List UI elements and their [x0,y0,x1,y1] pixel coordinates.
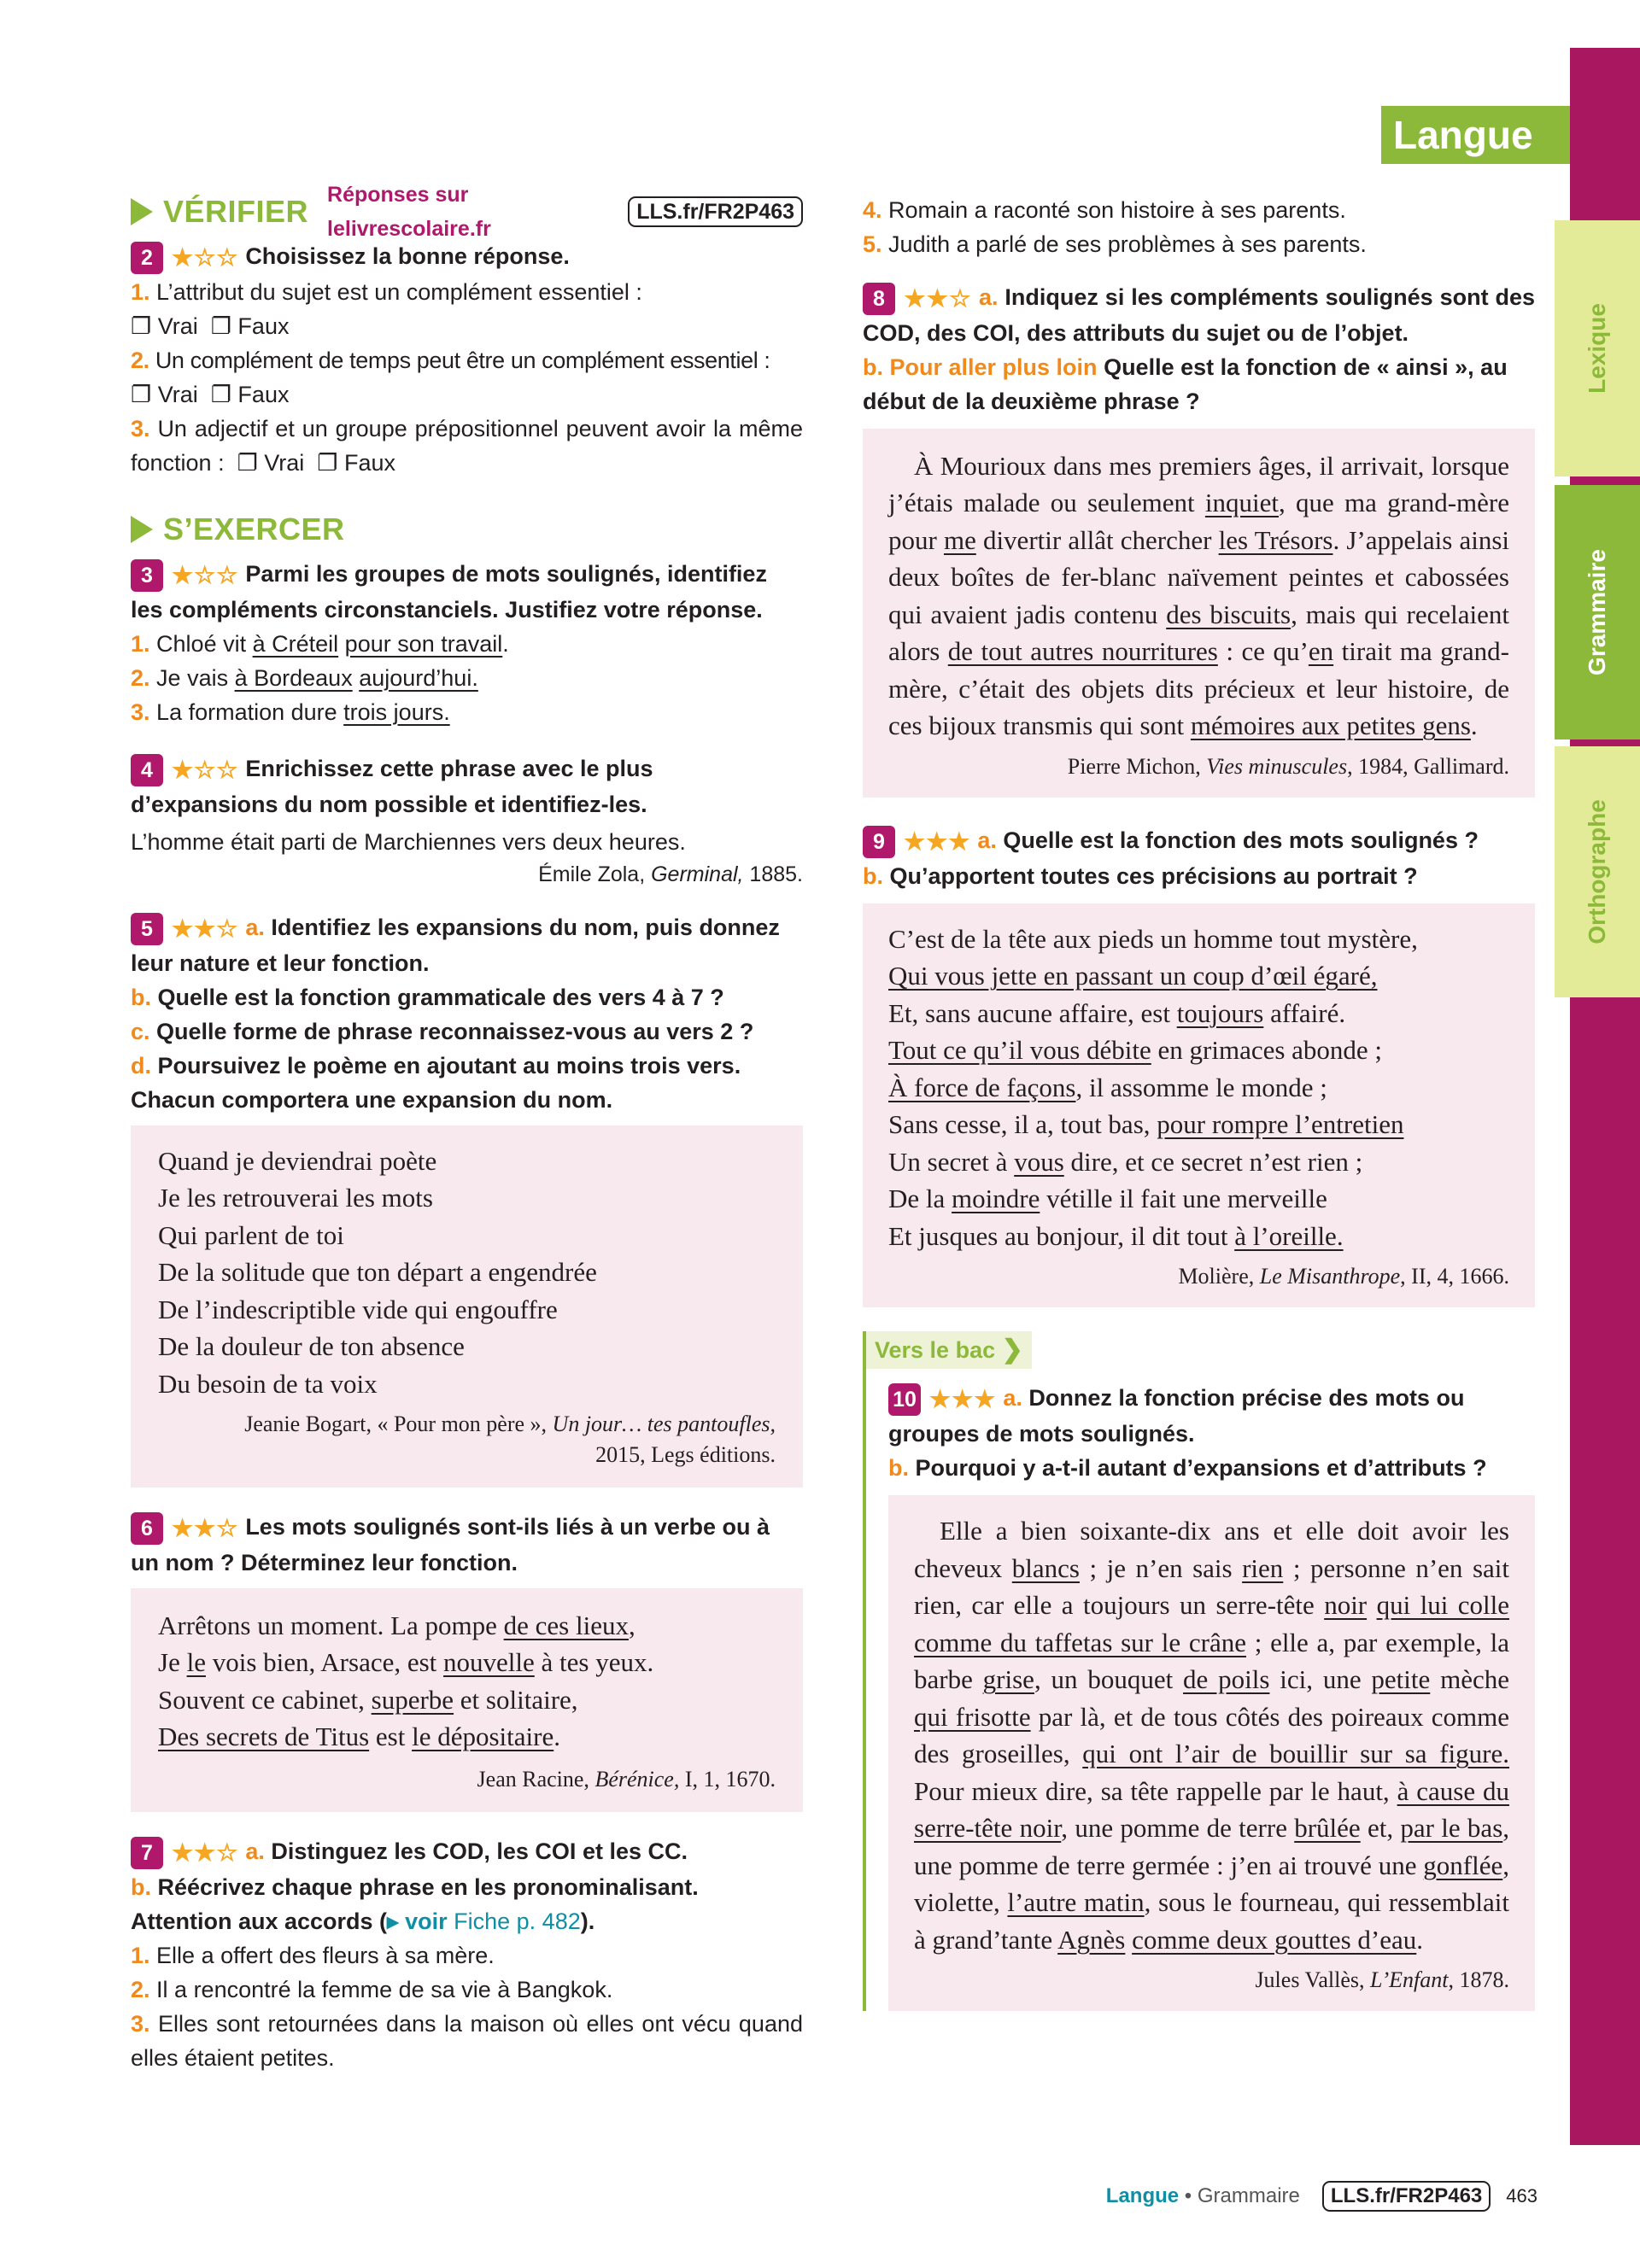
question-text: Réécrivez chaque phrase en les pronominalisant. Attention aux accords ( [131,1873,699,1934]
source-title: Le Misanthrope [1259,1264,1401,1289]
source [888,751,1509,782]
tab-lexique[interactable] [1555,220,1640,476]
exercise-2-title: Choisissez la bonne réponse. [245,243,570,269]
text: , il assomme le monde ; [1075,1072,1327,1102]
exercise-10 [866,1381,1535,2011]
poem-box [131,1125,803,1488]
source-title: Un jour… tes pantoufles, [552,1412,776,1436]
text: en grimaces abonde ; [1151,1035,1383,1066]
tab-grammaire-label: Grammaire [1584,549,1610,675]
text: dire, et ce secret n’est rien ; [1063,1146,1363,1177]
verifier-note: Réponses sur lelivrescolaire.fr [327,183,491,241]
exercise-8 [863,280,1535,798]
text: et, [1360,1813,1401,1844]
poem-line: De la solitude que ton départ a engendrée [158,1257,597,1287]
item-number: 1. [131,630,150,657]
text: affairé. [1263,997,1346,1028]
sentence-2 [131,661,803,695]
verse [888,1069,1509,1107]
underlined-text: À force de façons [888,1072,1076,1102]
source [888,1261,1509,1292]
exercise-8-heading [863,280,1535,350]
source-author: Jean Racine, [477,1766,595,1792]
question-text: Indiquez si les compléments soulignés sont des COD, des COI, des attributs du sujet ou de l’objet. [863,284,1535,346]
question-text: Quelle est la fonction de « ainsi », au début de la deuxième phrase ? [863,354,1508,414]
question-letter: a. [1003,1385,1022,1412]
question-b [131,980,803,1014]
chevron-right-icon: ❯ [1001,1336,1023,1365]
exercise-number: 2 [131,242,163,274]
source [131,859,803,890]
question-letter: b. [131,984,151,1010]
source-title: Vies minuscules [1206,753,1348,779]
sentence-1 [131,627,803,661]
underlined-text: à Bordeaux [234,664,353,691]
text: Et, sans aucune affaire, est [888,997,1177,1028]
text: , mais qui recelaient alors [888,599,1510,667]
difficulty-stars: ★★★ [904,827,971,855]
triangle-icon [131,516,153,543]
item-text: Judith a parlé de ses problèmes à ses parents. [888,231,1367,257]
source-title: Germinal, [651,862,744,886]
underlined-text: le [186,1647,206,1678]
text: vois bien, Arsace, est [205,1647,444,1678]
exercise-9-heading [863,823,1535,859]
verse [888,1218,1509,1255]
text: divertir allât chercher [975,524,1219,555]
footer [1076,2179,1538,2213]
underlined-text: de tout autres nourritures [947,636,1218,667]
exercise-7-heading [131,1834,803,1870]
vers-le-bac-text: Vers le bac [875,1337,996,1364]
text: ici, une [1269,1664,1372,1695]
underlined-text: de poils [1183,1664,1270,1695]
question-text: Quelle forme de phrase reconnaissez-vous au vers 2 ? [156,1018,754,1044]
question-letter: c. [131,1018,150,1044]
text: à tes yeux. [534,1647,654,1678]
verse [158,1718,776,1756]
question-text: Distinguez les COD, les COI et les CC. [271,1838,688,1864]
item-number: 1. [131,278,150,305]
source-date: , II, 4, 1666. [1400,1264,1509,1289]
underlined-text: vous [1014,1146,1064,1177]
text: , une pomme de terre germée : j’en ai trouvé une [914,1813,1510,1880]
question-text: Quelle est la fonction des mots soulignés ? [1003,827,1479,853]
question-item [863,193,1535,227]
item-number: 2. [131,347,149,373]
text: Arrêtons un moment. La pompe [158,1610,504,1640]
exercise-number: 3 [131,559,163,592]
exercise-number: 7 [131,1837,163,1869]
item-number: 2. [131,1976,150,2002]
difficulty-stars: ★★☆ [172,915,239,942]
difficulty-stars: ★☆☆ [172,243,239,271]
underlined-text: me [943,524,976,555]
underlined-text: des biscuits [1166,599,1292,629]
text: , violette, [914,1850,1509,1918]
question-letter: b. Pour aller plus loin [863,354,1098,380]
underlined-text: le dépositaire [412,1721,554,1752]
question-letter: a. [977,827,997,853]
underlined-text: Tout ce qu’il vous débite [888,1035,1151,1066]
source-date: , 1984, Gallimard. [1347,753,1509,779]
exercise-7 [131,1834,803,2075]
poem-line: Qui parlent de toi [158,1219,344,1250]
underlined-text: à cause du serre-tête noir [914,1775,1509,1844]
underlined-text: grise [982,1664,1034,1695]
tab-grammaire[interactable] [1555,485,1640,739]
difficulty-stars: ★★☆ [172,1514,239,1541]
verse [888,1180,1509,1218]
question-d [131,1049,803,1117]
footer-subsection: Grammaire [1197,2184,1300,2207]
text: . [554,1721,560,1752]
item-text: Elles sont retournées dans la maison où elles ont vécu quand elles étaient petites. [131,2010,803,2071]
question-item [131,343,803,377]
text: Je [158,1647,187,1678]
item-text: Elle a offert des fleurs à sa mère. [156,1942,495,1968]
text: Un secret à [888,1146,1015,1177]
exercise-number: 10 [888,1383,921,1416]
poem-box [131,1588,803,1812]
text: ; je n’en sais [1080,1552,1243,1583]
text: À Mourioux dans mes premiers âges, il arrivait, lorsque j’étais malade ou seulement [888,450,1509,518]
exercise-5 [131,910,803,1488]
exercise-10-heading [888,1381,1535,1451]
voir-link[interactable]: ▸ voir [387,1908,448,1934]
exercise-5-heading [131,910,803,980]
underlined-text: les Trésors [1218,524,1333,555]
source-author: Émile Zola, [538,862,652,886]
underlined-text: l’autre matin [1007,1887,1145,1918]
underlined-text: à Créteil [252,630,339,657]
underlined-text: Qui vous jette en passant un coup d’œil égaré, [888,961,1378,991]
text: . J’appelais ainsi deux boîtes de fer-blanc naïvement peintes et cabossées qui avaient jadis contenu [888,524,1509,629]
text: , sous le fourneau, qui ressemblait à grand’tante [914,1887,1509,1955]
underlined-text: pour rompre l’entretien [1157,1109,1404,1140]
text: . [1470,710,1478,741]
exercise-9 [863,823,1535,1307]
source-author: Molière, [1178,1264,1260,1289]
item-number: 3. [131,699,150,725]
item-number: 4. [863,197,882,223]
question-letter: a. [245,1838,265,1864]
exercise-2-heading [131,239,803,275]
text: ; personne n’en sait rien, car elle a toujours un serre-tête [914,1552,1509,1621]
verse [158,1681,776,1719]
underlined-text: Agnès [1057,1924,1126,1955]
exercise-number: 5 [131,913,163,945]
underlined-text: gonflée [1423,1850,1503,1880]
source-author: Jeanie Bogart, « Pour mon père », [244,1412,553,1436]
question-b [863,859,1535,893]
source-date: 2015, Legs éditions. [595,1442,776,1467]
verse: C’est de la tête aux pieds un homme tout mystère, [888,923,1418,954]
exercise-4 [131,751,803,890]
source-date: I, 1, 1670. [679,1766,776,1792]
underlined-text: rien [1242,1552,1284,1583]
exercer-title: S’EXERCER [163,511,345,547]
source [158,1409,776,1440]
exercise-2 [131,239,810,480]
tab-orthographe-label: Orthographe [1584,799,1610,944]
underlined-text: moindre [952,1184,1040,1214]
item-number: 3. [131,2010,150,2037]
source-author: Pierre Michon, [1067,753,1207,779]
poem-line: Du besoin de ta voix [158,1368,378,1399]
underlined-text: superbe [371,1684,454,1715]
underlined-text: inquiet [1204,488,1280,518]
item-number: 1. [131,1942,150,1968]
item-number: 3. [131,415,150,441]
question-text: Poursuivez le poème en ajoutant au moins trois vers. Chacun comportera une expansion du nom. [131,1052,741,1113]
text: , un bouquet [1034,1664,1184,1695]
underlined-text: mémoires aux petites gens [1190,710,1471,741]
underlined-text: nouvelle [443,1647,535,1678]
tab-orthographe[interactable] [1555,746,1640,997]
text: est [369,1721,413,1752]
source [914,1965,1509,1996]
text: par là, et de tous côtés des poireaux comme des groseilles, [914,1701,1509,1769]
verse [158,1644,776,1681]
question-item [863,227,1535,261]
question-item [131,2007,803,2075]
section-banner: Langue [1381,106,1570,164]
question-c [131,1014,803,1049]
exercise-4-title: Enrichissez cette phrase avec le plus d’expansions du nom possible et identifiez-les. [131,755,653,817]
source-date: , 1878. [1448,1967,1509,1993]
exercise-number: 8 [863,283,895,315]
poem-line: De la douleur de ton absence [158,1331,465,1361]
question-item [131,1938,803,1973]
text-box [863,429,1535,798]
question-letter: d. [131,1052,151,1078]
underlined-text: de ces lieux [503,1610,629,1640]
text: tirait ma grand-mère, c’était des objets dits précieux et leur histoire, de ces bijoux transmis qui sont [888,636,1509,741]
text: De la [888,1184,952,1214]
passage [914,1512,1509,1958]
item-text: Un complément de temps peut être un complément essentiel : [155,347,770,373]
text: Et jusques au bonjour, il dit tout [888,1220,1235,1251]
difficulty-stars: ★★★ [929,1386,997,1413]
vers-le-bac-block [863,1331,1535,2011]
underlined-text: brûlée [1294,1813,1361,1844]
underlined-text: trois jours. [343,699,450,725]
item-number: 2. [131,664,150,691]
text [1367,1590,1376,1620]
question-text: Quelle est la fonction grammaticale des vers 4 à 7 ? [157,984,724,1010]
underlined-text: qui frisotte [914,1701,1031,1732]
verifier-title: VÉRIFIER [163,194,309,229]
exercise-4-heading [131,751,803,821]
source-author: Jules Vallès, [1255,1967,1371,1993]
sentence-3 [131,695,803,729]
underlined-text: blancs [1011,1552,1080,1583]
exercise-4-text: L’homme était parti de Marchiennes vers deux heures. [131,828,686,855]
verse [158,1607,776,1645]
item-text: Il a rencontré la femme de sa vie à Bangkok. [156,1976,613,2002]
footer-section: Langue [1105,2184,1180,2207]
exercise-number: 9 [863,826,895,858]
lls-link[interactable]: LLS.fr/FR2P463 [628,196,803,227]
item-number: 5. [863,231,882,257]
verse [888,957,1509,995]
text: Souvent ce cabinet, [158,1684,372,1715]
underlined-text: Des secrets de Titus [158,1721,370,1752]
underlined-text: comme deux gouttes d’eau [1132,1924,1417,1955]
exercise-number: 6 [131,1512,163,1545]
question-text: Pourquoi y a-t-il autant d’expansions et d’attributs ? [915,1455,1487,1482]
question-letter: b. [863,862,883,889]
question-b [863,350,1535,418]
fiche-link[interactable]: Fiche p. 482 [454,1908,581,1934]
footer-lls-link[interactable]: LLS.fr/FR2P463 [1322,2181,1491,2212]
text: . [502,630,509,657]
page-number: 463 [1506,2185,1538,2207]
source-date: 1885. [743,862,803,886]
exercise-6 [131,1510,803,1812]
item-text: Romain a raconté son histoire à ses parents. [888,197,1346,223]
difficulty-stars: ★★☆ [904,284,972,312]
underlined-text: qui lui colle comme du taffetas sur le crâne [914,1590,1509,1657]
text: Pour mieux dire, sa tête rappelle par le haut, [914,1775,1397,1806]
triangle-icon [131,198,153,225]
question-letter: a. [245,914,265,940]
question-text: ). [580,1908,595,1934]
exercise-3-title: Parmi les groupes de mots soulignés, identifiez les compléments circonstanciels. Justifiez votre réponse. [131,560,767,623]
difficulty-stars: ★☆☆ [172,756,239,783]
verse [888,1143,1509,1181]
exercer-header [131,507,803,552]
text: , une pomme de terre [1061,1813,1295,1844]
right-column [863,193,1535,2011]
poem-line: Je les retrouverai les mots [158,1183,433,1213]
exercise-3-heading [131,557,803,627]
difficulty-stars: ★☆☆ [172,561,239,588]
question-letter: b. [131,1873,151,1900]
question-b [888,1451,1535,1485]
text: et solitaire, [454,1684,578,1715]
exercise-6-title: Les mots soulignés sont-ils liés à un verbe ou à un nom ? Déterminez leur fonction. [131,1514,770,1575]
question-letter: a. [978,284,999,310]
question-text: Identifiez les expansions du nom, puis donnez leur nature et leur fonction. [131,914,780,976]
exercise-6-heading [131,1510,803,1580]
text: vétille il fait une merveille [1040,1184,1327,1214]
text: Chloé vit [156,630,253,657]
item-text: Un adjectif et un groupe prépositionnel peuvent avoir la même fonction : ❐ Vrai ❐ Faux [131,415,810,476]
item-text: L’attribut du sujet est un complément essentiel : [156,278,642,305]
text-box [888,1495,1535,2011]
footer-separator: • [1179,2184,1198,2207]
text [338,631,345,657]
underlined-text: en [1308,636,1334,667]
choices[interactable]: ❐ Vrai ❐ Faux [131,313,290,339]
underlined-text: pour son travail [344,630,503,657]
exercise-3 [131,557,803,729]
source-title: Bérénice, [594,1766,680,1792]
question-item [131,275,803,309]
underlined-text: par le bas [1400,1813,1503,1844]
text: , que ma grand-mère pour [888,488,1509,555]
text: . [1416,1924,1424,1955]
text: Je vais [156,664,235,691]
verse [888,995,1509,1032]
text: : ce qu’ [1217,636,1309,667]
question-b [131,1870,803,1938]
text: Sans cesse, il a, tout bas, [888,1109,1157,1140]
text [1125,1925,1132,1955]
underlined-text: petite [1371,1664,1431,1695]
exercise-number: 4 [131,754,163,786]
underlined-text: noir [1324,1590,1368,1621]
text: Elle a bien soixante-dix ans et elle doit avoir les cheveux [914,1516,1509,1583]
verse [888,1032,1509,1069]
tab-lexique-label: Lexique [1584,303,1610,394]
underlined-text: qui ont l’air de bouillir sur sa figure. [1082,1739,1509,1769]
verse [888,1106,1509,1143]
passage [888,447,1509,745]
verifier-header [131,183,803,241]
poem-box [863,903,1535,1308]
underlined-text: à l’oreille. [1234,1220,1344,1251]
question-text: Donnez la fonction précise des mots ou groupes de mots soulignés. [888,1385,1465,1447]
source-title: L’Enfant [1370,1967,1449,1993]
text: La formation dure [156,699,344,725]
poem-line: Quand je deviendrai poète [158,1145,437,1176]
text: mèche [1430,1664,1509,1695]
text: , [628,1610,636,1640]
text: ; elle a, par exemple, la barbe [914,1627,1509,1695]
source [158,1764,776,1795]
choices[interactable]: ❐ Vrai ❐ Faux [131,381,290,407]
left-column [131,183,810,2075]
underlined-text: toujours [1176,997,1264,1028]
poem-line: De l’indescriptible vide qui engouffre [158,1294,558,1324]
vers-le-bac-label [866,1331,1032,1369]
question-item [131,1973,803,2007]
question-item [131,412,810,480]
question-letter: b. [888,1455,909,1482]
question-text: Qu’apportent toutes ces précisions au portrait ? [889,862,1418,889]
underlined-text: aujourd’hui. [359,664,478,691]
difficulty-stars: ★★☆ [172,1838,239,1866]
